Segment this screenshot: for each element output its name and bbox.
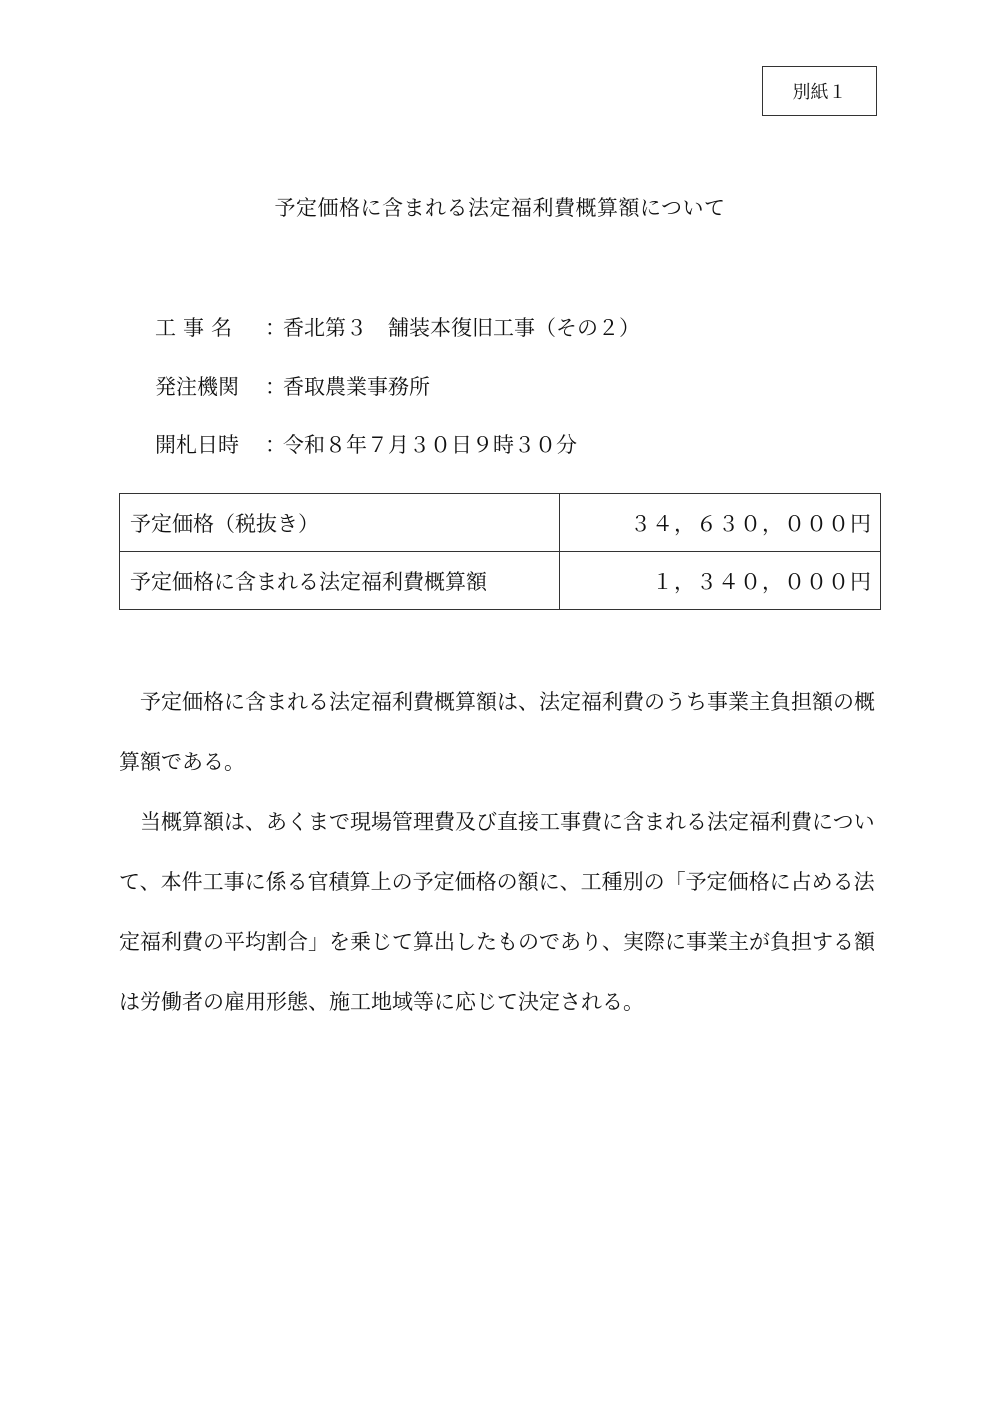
- page-title: 予定価格に含まれる法定福利費概算額について: [274, 196, 726, 220]
- project-name-label: 工事名: [155, 316, 239, 340]
- bid-datetime-value: 令和８年７月３０日９時３０分: [283, 433, 577, 457]
- agency-value: 香取農業事務所: [283, 375, 430, 399]
- agency-colon: ：: [265, 375, 286, 399]
- info-project-name: [155, 312, 640, 342]
- info-bid-datetime: [155, 429, 577, 459]
- paragraph: 当概算額は、あくまで現場管理費及び直接工事費に含まれる法定福利費について、本件工事に係る官積算上の予定価格の額に、工種別の「予定価格に占める法定福利費の平均割合」を乗じて算出したものであり、実際に事業主が負担する額は労働者の雇用形態、施工地域等に応じて決定される。: [119, 810, 875, 1014]
- amount-table: [119, 493, 881, 610]
- paragraph: 予定価格に含まれる法定福利費概算額は、法定福利費のうち事業主負担額の概算額である。: [119, 690, 875, 774]
- agency-label: 発注機関: [155, 375, 239, 399]
- project-name-value: 香北第３ 舗装本復旧工事（その２）: [283, 316, 640, 340]
- estimated-price-label: 予定価格（税抜き）: [120, 494, 560, 552]
- attachment-label: 別紙１: [762, 66, 877, 116]
- estimated-price-value: ３４，６３０，０００円: [560, 494, 881, 552]
- explanation-text: [119, 672, 889, 1032]
- bid-datetime-colon: ：: [265, 433, 286, 457]
- bid-datetime-label: 開札日時: [155, 433, 239, 457]
- welfare-cost-value: １，３４０，０００円: [560, 552, 881, 610]
- table-row: [120, 552, 881, 610]
- info-agency: [155, 371, 430, 401]
- table-row: [120, 494, 881, 552]
- project-name-colon: ：: [265, 316, 286, 340]
- welfare-cost-label: 予定価格に含まれる法定福利費概算額: [120, 552, 560, 610]
